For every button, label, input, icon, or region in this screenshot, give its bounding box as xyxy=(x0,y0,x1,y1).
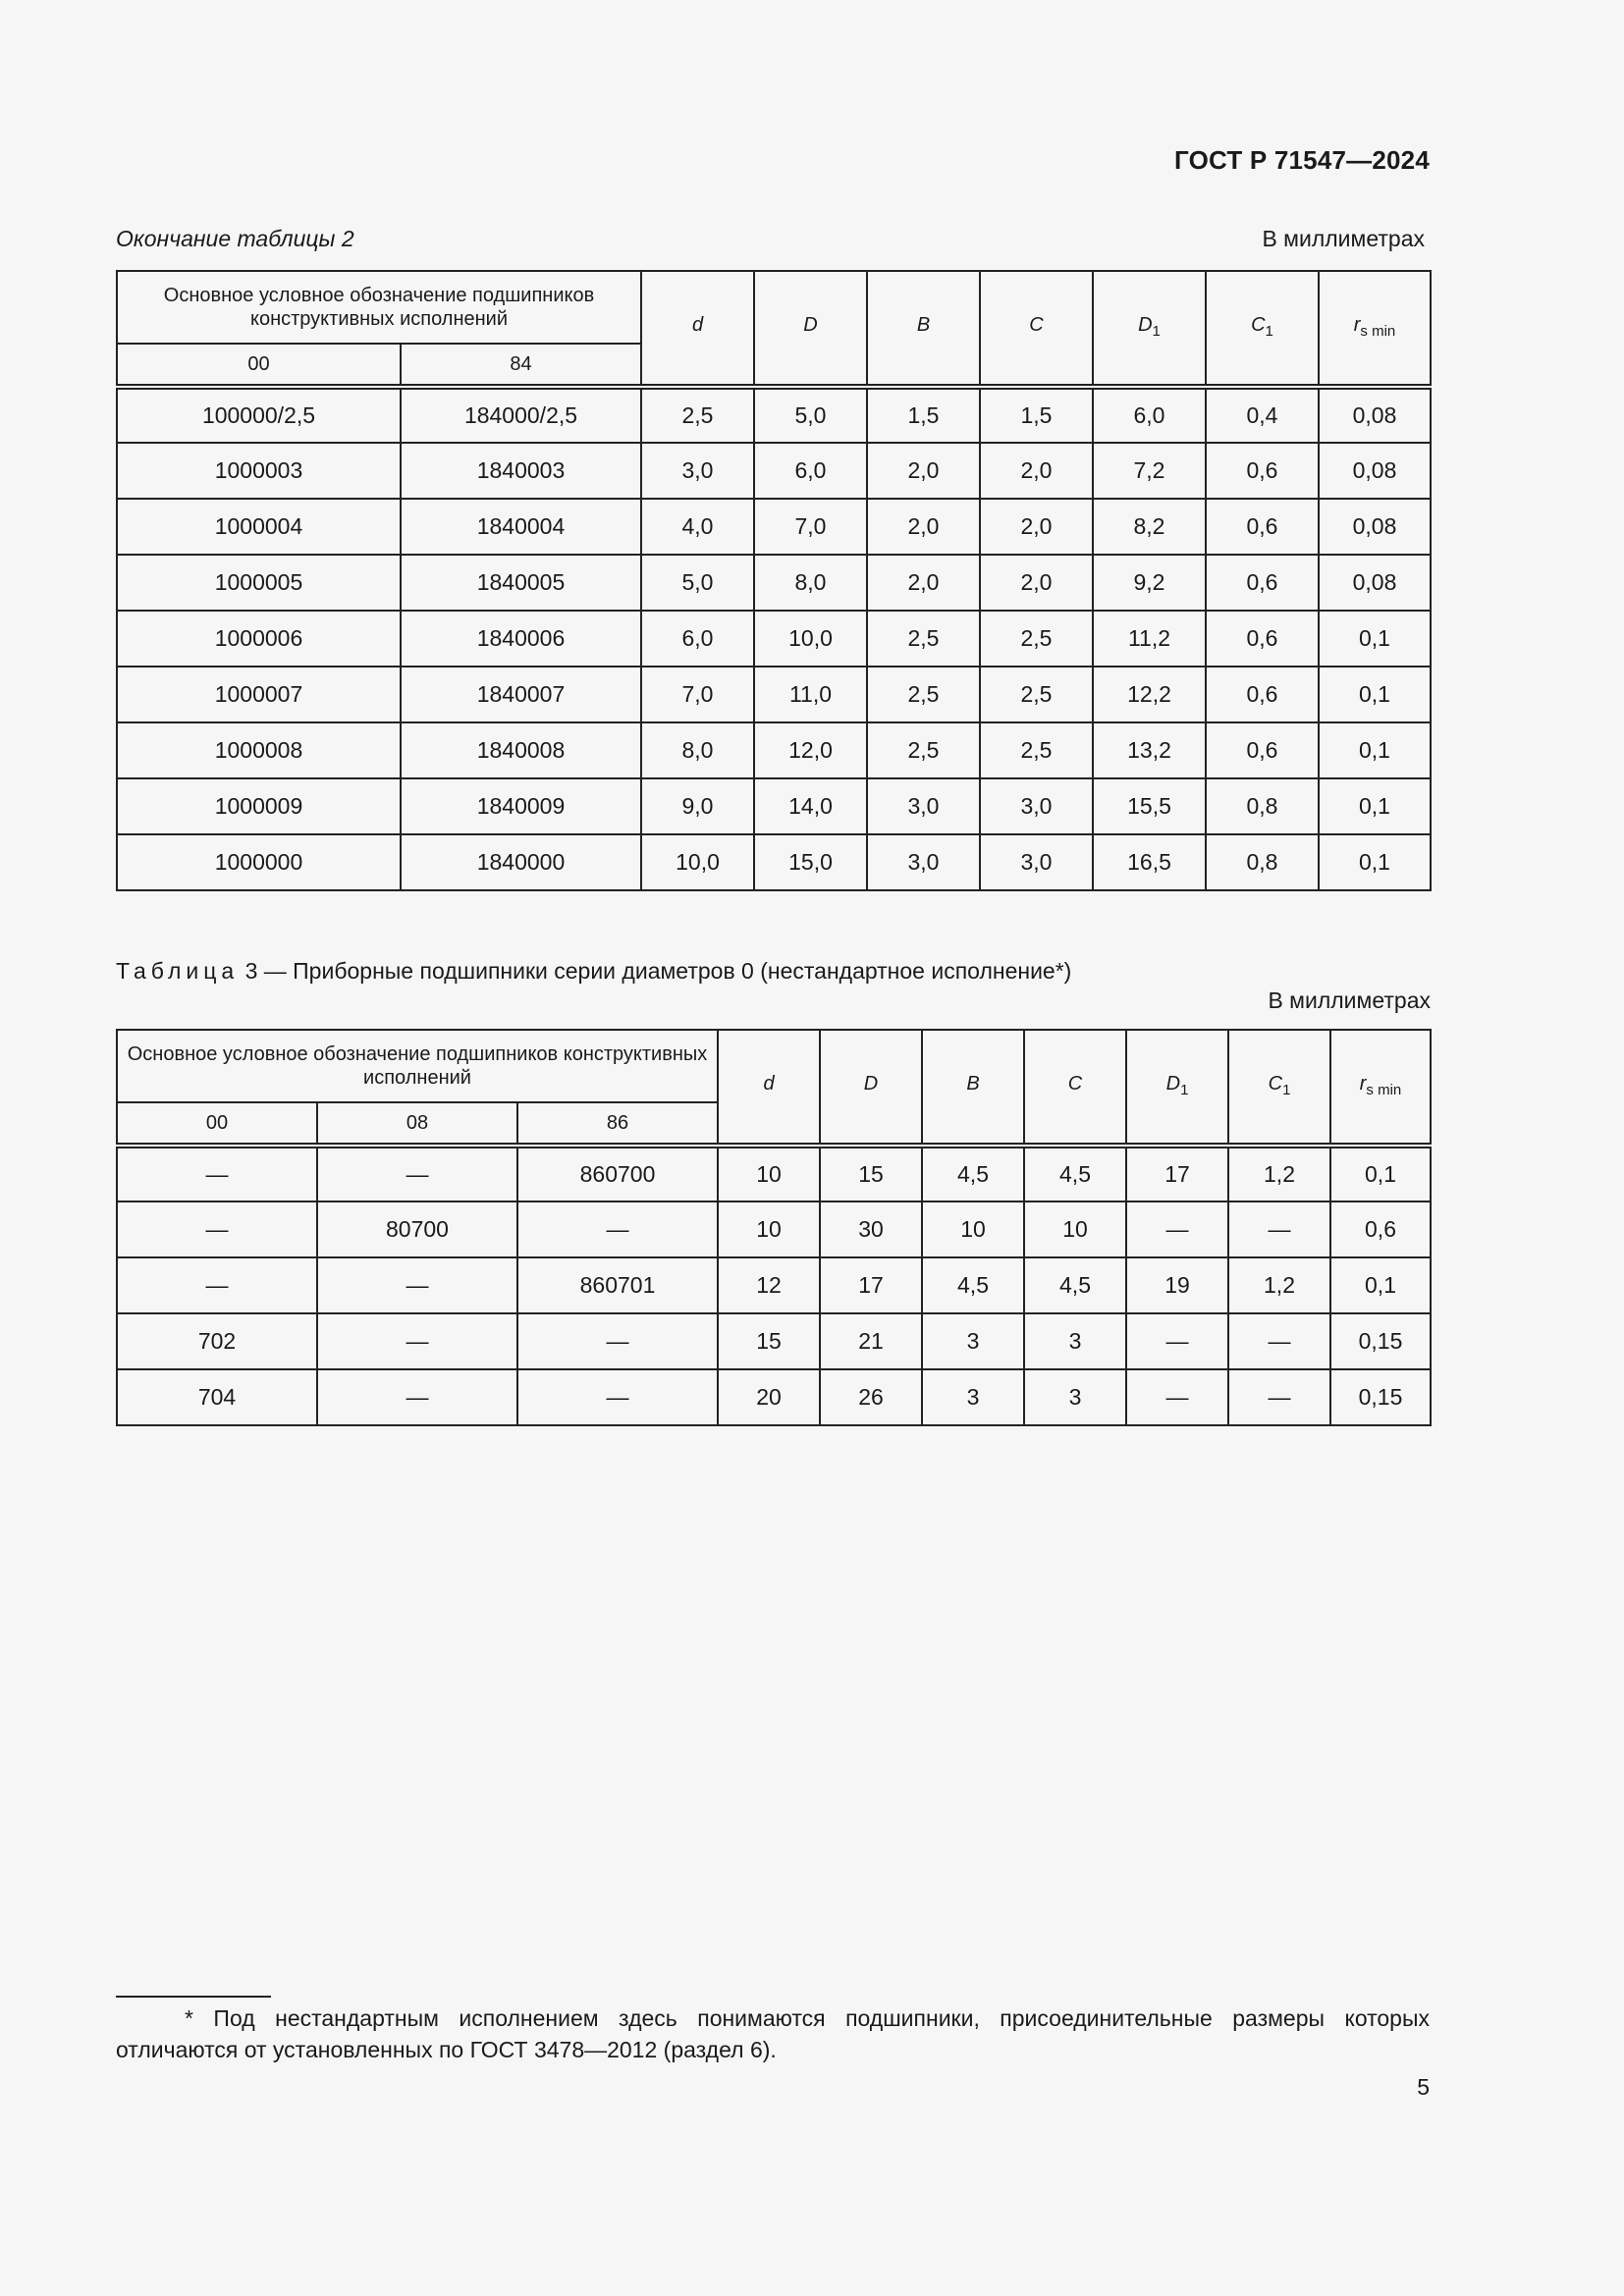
table-cell: 1000005 xyxy=(117,555,401,611)
table-cell: 1840003 xyxy=(401,443,641,499)
table-row xyxy=(117,778,1431,834)
param-header: B xyxy=(867,271,980,387)
table-cell: 3,0 xyxy=(867,834,980,890)
table-cell: 7,0 xyxy=(754,499,867,555)
table2-caption: Окончание таблицы 2 xyxy=(116,226,354,251)
table-cell: 3,0 xyxy=(980,778,1093,834)
table-cell: 3,0 xyxy=(641,443,754,499)
table-cell: — xyxy=(517,1369,718,1425)
table-cell: 10 xyxy=(718,1146,820,1201)
table3-units: В миллиметрах xyxy=(1268,988,1431,1013)
table-cell: 15 xyxy=(820,1146,922,1201)
table-cell: 0,1 xyxy=(1330,1257,1431,1313)
table-cell: 10 xyxy=(1024,1201,1126,1257)
table-cell: 0,6 xyxy=(1206,611,1319,667)
table-cell: 704 xyxy=(117,1369,317,1425)
table-cell: 3,0 xyxy=(867,778,980,834)
table-cell: 6,0 xyxy=(641,611,754,667)
table-cell: — xyxy=(1126,1313,1228,1369)
table-cell: 8,0 xyxy=(641,722,754,778)
param-header: D xyxy=(754,271,867,387)
table-cell: 2,0 xyxy=(980,443,1093,499)
design-header: 08 xyxy=(317,1102,517,1146)
table-cell: — xyxy=(317,1257,517,1313)
table-cell: 1,5 xyxy=(867,387,980,443)
table-cell: 1000006 xyxy=(117,611,401,667)
table3-caption-text: 3 — Приборные подшипники серии диаметров 0 (нестандартное исполнение*) xyxy=(244,958,1072,984)
table-cell: 3,0 xyxy=(980,834,1093,890)
table-cell: 2,5 xyxy=(867,611,980,667)
table-cell: 1840004 xyxy=(401,499,641,555)
table-row xyxy=(117,611,1431,667)
table-cell: 12 xyxy=(718,1257,820,1313)
table-cell: 5,0 xyxy=(754,387,867,443)
table-cell: 0,1 xyxy=(1330,1146,1431,1201)
table-cell: — xyxy=(117,1257,317,1313)
document-header: ГОСТ Р 71547—2024 xyxy=(1174,145,1430,175)
table-cell: 0,6 xyxy=(1206,722,1319,778)
table-cell: 6,0 xyxy=(1093,387,1206,443)
table-cell: 0,1 xyxy=(1319,667,1431,722)
table-cell: 2,0 xyxy=(867,499,980,555)
table-cell: — xyxy=(1228,1201,1330,1257)
table-row xyxy=(117,1257,1431,1313)
table-cell: 1840006 xyxy=(401,611,641,667)
table-cell: 15 xyxy=(718,1313,820,1369)
table-cell: 20 xyxy=(718,1369,820,1425)
table-cell: 11,0 xyxy=(754,667,867,722)
table-cell: 0,8 xyxy=(1206,778,1319,834)
table-row xyxy=(117,1146,1431,1201)
table-cell: 10,0 xyxy=(641,834,754,890)
table3-caption xyxy=(116,958,1071,985)
table-cell: 11,2 xyxy=(1093,611,1206,667)
table-row xyxy=(117,555,1431,611)
table-cell: 13,2 xyxy=(1093,722,1206,778)
table-cell: 1840007 xyxy=(401,667,641,722)
table-cell: 1000009 xyxy=(117,778,401,834)
table-cell: 0,6 xyxy=(1206,443,1319,499)
table-cell: 30 xyxy=(820,1201,922,1257)
param-header: $D_1$ xyxy=(1126,1030,1228,1146)
table-cell: 1840005 xyxy=(401,555,641,611)
table-cell: — xyxy=(117,1146,317,1201)
table-cell: 1,5 xyxy=(980,387,1093,443)
design-header: 00 xyxy=(117,344,401,387)
table-cell: 2,5 xyxy=(867,722,980,778)
footnote: * Под нестандартным исполнением здесь понимаются подшипники, присоединительные размеры которых отличаются от установленных по ГОСТ 3478—2012 (раздел 6). xyxy=(116,2005,1430,2062)
table-row xyxy=(117,1313,1431,1369)
table-cell: 9,2 xyxy=(1093,555,1206,611)
table-cell: — xyxy=(117,1201,317,1257)
table-cell: 4,5 xyxy=(1024,1146,1126,1201)
param-header: $D_1$ xyxy=(1093,271,1206,387)
table-cell: 0,6 xyxy=(1206,667,1319,722)
table-cell: 17 xyxy=(1126,1146,1228,1201)
param-header: C xyxy=(980,271,1093,387)
param-header: $r_{s min}$ xyxy=(1330,1030,1431,1146)
table-cell: 0,08 xyxy=(1319,387,1431,443)
table-cell: 0,4 xyxy=(1206,387,1319,443)
table-row xyxy=(117,443,1431,499)
table-row xyxy=(117,1369,1431,1425)
table-cell: 0,6 xyxy=(1330,1201,1431,1257)
table-row xyxy=(117,667,1431,722)
table-cell: 8,0 xyxy=(754,555,867,611)
table-cell: 15,5 xyxy=(1093,778,1206,834)
table-cell: 3 xyxy=(1024,1369,1126,1425)
table-cell: 0,6 xyxy=(1206,499,1319,555)
table-cell: 3 xyxy=(1024,1313,1126,1369)
table-cell: — xyxy=(1126,1369,1228,1425)
table-cell: 860701 xyxy=(517,1257,718,1313)
table-cell: 10 xyxy=(718,1201,820,1257)
table-cell: 1000007 xyxy=(117,667,401,722)
table-cell: 1840000 xyxy=(401,834,641,890)
table-cell: 4,5 xyxy=(922,1146,1024,1201)
table-cell: — xyxy=(517,1313,718,1369)
table-cell: 80700 xyxy=(317,1201,517,1257)
table-cell: — xyxy=(1126,1201,1228,1257)
table-cell: 1,2 xyxy=(1228,1257,1330,1313)
table-cell: 1000003 xyxy=(117,443,401,499)
table-cell: 15,0 xyxy=(754,834,867,890)
table-cell: 9,0 xyxy=(641,778,754,834)
design-header: 00 xyxy=(117,1102,317,1146)
table-row xyxy=(117,387,1431,443)
table-cell: 0,6 xyxy=(1206,555,1319,611)
table-2-continuation xyxy=(116,270,1432,891)
table-cell: 0,15 xyxy=(1330,1369,1431,1425)
table-cell: 17 xyxy=(820,1257,922,1313)
table-3 xyxy=(116,1029,1432,1426)
table-cell: 4,0 xyxy=(641,499,754,555)
table-cell: 19 xyxy=(1126,1257,1228,1313)
table-cell: 0,1 xyxy=(1319,834,1431,890)
table-cell: 26 xyxy=(820,1369,922,1425)
table-cell: 12,0 xyxy=(754,722,867,778)
table3-caption-word: Таблица xyxy=(116,958,240,984)
table-cell: — xyxy=(317,1146,517,1201)
table-cell: 6,0 xyxy=(754,443,867,499)
table-cell: 7,0 xyxy=(641,667,754,722)
table-cell: 2,5 xyxy=(980,611,1093,667)
table-cell: — xyxy=(1228,1313,1330,1369)
table-cell: 1000008 xyxy=(117,722,401,778)
param-header: D xyxy=(820,1030,922,1146)
table-cell: 7,2 xyxy=(1093,443,1206,499)
table-cell: 184000/2,5 xyxy=(401,387,641,443)
param-header: $C_1$ xyxy=(1228,1030,1330,1146)
param-header: $r_{s min}$ xyxy=(1319,271,1431,387)
table-cell: 0,1 xyxy=(1319,611,1431,667)
table-cell: 1840009 xyxy=(401,778,641,834)
table-cell: 0,8 xyxy=(1206,834,1319,890)
param-header: d xyxy=(641,271,754,387)
group-header: Основное условное обозначение подшипников конструктивных исполнений xyxy=(117,1030,718,1102)
table-cell: 1,2 xyxy=(1228,1146,1330,1201)
table-row xyxy=(117,834,1431,890)
table-cell: 4,5 xyxy=(922,1257,1024,1313)
table-cell: 0,08 xyxy=(1319,555,1431,611)
table-cell: 2,0 xyxy=(980,499,1093,555)
footnote-rule xyxy=(116,1996,271,1998)
table-cell: 100000/2,5 xyxy=(117,387,401,443)
table-row xyxy=(117,499,1431,555)
table-cell: 10,0 xyxy=(754,611,867,667)
table-cell: 702 xyxy=(117,1313,317,1369)
table-cell: 0,08 xyxy=(1319,443,1431,499)
table-cell: 3 xyxy=(922,1313,1024,1369)
param-header: d xyxy=(718,1030,820,1146)
design-header: 86 xyxy=(517,1102,718,1146)
table-cell: 2,0 xyxy=(867,555,980,611)
table-cell: 0,15 xyxy=(1330,1313,1431,1369)
table-cell: 4,5 xyxy=(1024,1257,1126,1313)
table-cell: 0,08 xyxy=(1319,499,1431,555)
table-cell: 2,5 xyxy=(641,387,754,443)
table-cell: — xyxy=(317,1313,517,1369)
table-cell: 16,5 xyxy=(1093,834,1206,890)
table-cell: 0,1 xyxy=(1319,778,1431,834)
table-row xyxy=(117,722,1431,778)
design-header: 84 xyxy=(401,344,641,387)
table-row xyxy=(117,1201,1431,1257)
table-cell: 2,0 xyxy=(867,443,980,499)
table-cell: 21 xyxy=(820,1313,922,1369)
table-cell: 3 xyxy=(922,1369,1024,1425)
table-cell: — xyxy=(317,1369,517,1425)
table2-units: В миллиметрах xyxy=(1262,226,1425,251)
table-cell: 8,2 xyxy=(1093,499,1206,555)
table-cell: — xyxy=(1228,1369,1330,1425)
table-cell: 2,5 xyxy=(980,667,1093,722)
table-cell: 1000000 xyxy=(117,834,401,890)
param-header: $C_1$ xyxy=(1206,271,1319,387)
page-number: 5 xyxy=(1417,2074,1430,2100)
table-cell: 12,2 xyxy=(1093,667,1206,722)
table-cell: 10 xyxy=(922,1201,1024,1257)
table-cell: 2,0 xyxy=(980,555,1093,611)
table-cell: 5,0 xyxy=(641,555,754,611)
table-cell: 2,5 xyxy=(867,667,980,722)
table-cell: 14,0 xyxy=(754,778,867,834)
group-header: Основное условное обозначение подшипников конструктивных исполнений xyxy=(117,271,641,344)
table-cell: 2,5 xyxy=(980,722,1093,778)
table-cell: 1840008 xyxy=(401,722,641,778)
param-header: B xyxy=(922,1030,1024,1146)
table-cell: 860700 xyxy=(517,1146,718,1201)
param-header: C xyxy=(1024,1030,1126,1146)
table-cell: — xyxy=(517,1201,718,1257)
table-cell: 1000004 xyxy=(117,499,401,555)
table-cell: 0,1 xyxy=(1319,722,1431,778)
